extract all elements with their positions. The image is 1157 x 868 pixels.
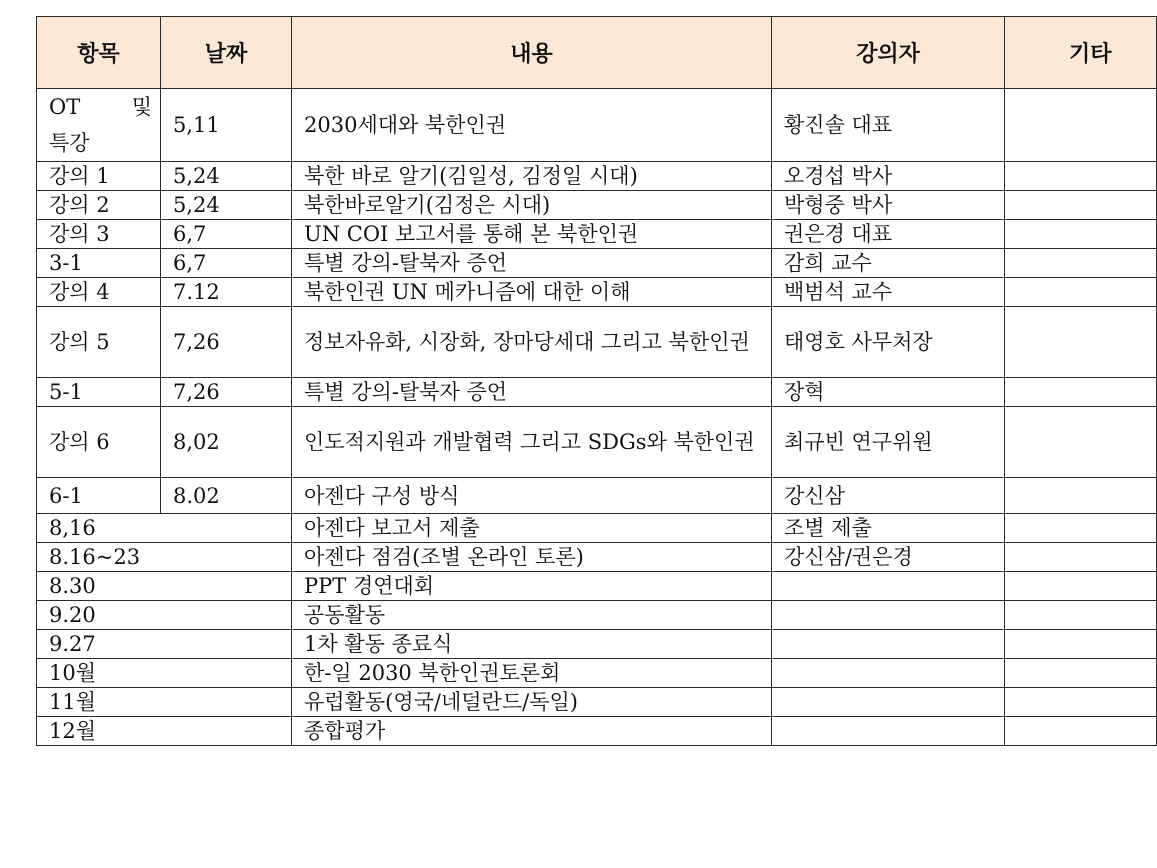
table-row [37, 514, 1157, 543]
table-row [37, 378, 1157, 407]
cell-note [1005, 278, 1157, 307]
cell-item-date: 12월 [37, 717, 292, 746]
cell-content: 특별 강의-탈북자 증언 [292, 378, 772, 407]
cell-item: 3-1 [37, 249, 161, 278]
cell-note [1005, 191, 1157, 220]
cell-note [1005, 220, 1157, 249]
cell-note [1005, 717, 1157, 746]
header-note: 기타 [1005, 17, 1157, 89]
cell-item: 강의 5 [37, 307, 161, 378]
cell-lecturer [772, 688, 1005, 717]
table-row [37, 478, 1157, 514]
cell-date: 5,11 [161, 89, 292, 162]
cell-note [1005, 601, 1157, 630]
cell-date: 5,24 [161, 162, 292, 191]
cell-item: 강의 2 [37, 191, 161, 220]
header-date: 날짜 [161, 17, 292, 89]
cell-content: 유럽활동(영국/네덜란드/독일) [292, 688, 772, 717]
cell-lecturer: 강신삼/권은경 [772, 543, 1005, 572]
cell-item-date: 8.16~23 [37, 543, 292, 572]
cell-lecturer: 황진솔 대표 [772, 89, 1005, 162]
cell-lecturer: 백범석 교수 [772, 278, 1005, 307]
cell-item-date: 8,16 [37, 514, 292, 543]
cell-item-date: 9.27 [37, 630, 292, 659]
cell-lecturer: 최규빈 연구위원 [772, 407, 1005, 478]
cell-date: 5,24 [161, 191, 292, 220]
table-row [37, 278, 1157, 307]
cell-note [1005, 688, 1157, 717]
cell-date: 7,26 [161, 307, 292, 378]
cell-content: UN COI 보고서를 통해 본 북한인권 [292, 220, 772, 249]
cell-item: 5-1 [37, 378, 161, 407]
table-row [37, 601, 1157, 630]
cell-note [1005, 478, 1157, 514]
schedule-table-container [36, 16, 1112, 846]
cell-content: 북한 바로 알기(김일성, 김정일 시대) [292, 162, 772, 191]
table-row [37, 572, 1157, 601]
cell-note [1005, 89, 1157, 162]
cell-content: 특별 강의-탈북자 증언 [292, 249, 772, 278]
header-content: 내용 [292, 17, 772, 89]
cell-note [1005, 162, 1157, 191]
cell-item: 강의 6 [37, 407, 161, 478]
cell-item: 강의 3 [37, 220, 161, 249]
cell-content: 북한인권 UN 메카니즘에 대한 이해 [292, 278, 772, 307]
header-lecturer: 강의자 [772, 17, 1005, 89]
cell-date: 7,26 [161, 378, 292, 407]
cell-lecturer [772, 601, 1005, 630]
cell-item-date: 10월 [37, 659, 292, 688]
table-body [37, 89, 1157, 746]
cell-lecturer [772, 659, 1005, 688]
cell-content: 한-일 2030 북한인권토론회 [292, 659, 772, 688]
cell-note [1005, 407, 1157, 478]
table-row [37, 659, 1157, 688]
cell-note [1005, 630, 1157, 659]
cell-item-date: 9.20 [37, 601, 292, 630]
table-row [37, 543, 1157, 572]
cell-note [1005, 543, 1157, 572]
cell-item: 강의 1 [37, 162, 161, 191]
cell-date: 6,7 [161, 249, 292, 278]
table-row [37, 162, 1157, 191]
cell-item-word: 및 [131, 95, 152, 119]
header-item: 항목 [37, 17, 161, 89]
cell-lecturer: 장혁 [772, 378, 1005, 407]
cell-item [37, 89, 161, 162]
table-row [37, 307, 1157, 378]
cell-lecturer: 태영호 사무처장 [772, 307, 1005, 378]
cell-content: 인도적지원과 개발협력 그리고 SDGs와 북한인권 [292, 407, 772, 478]
table-row [37, 630, 1157, 659]
cell-lecturer [772, 717, 1005, 746]
schedule-table [36, 16, 1157, 746]
cell-content: 1차 활동 종료식 [292, 630, 772, 659]
cell-content: 아젠다 구성 방식 [292, 478, 772, 514]
table-row [37, 191, 1157, 220]
table-row [37, 688, 1157, 717]
cell-item-line1 [49, 89, 152, 125]
table-row [37, 220, 1157, 249]
table-row [37, 249, 1157, 278]
cell-lecturer: 박형중 박사 [772, 191, 1005, 220]
cell-note [1005, 659, 1157, 688]
cell-lecturer: 강신삼 [772, 478, 1005, 514]
cell-lecturer: 오경섭 박사 [772, 162, 1005, 191]
table-row [37, 717, 1157, 746]
cell-lecturer: 조별 제출 [772, 514, 1005, 543]
cell-date: 6,7 [161, 220, 292, 249]
cell-date: 8.02 [161, 478, 292, 514]
cell-lecturer: 감희 교수 [772, 249, 1005, 278]
cell-content: 아젠다 점검(조별 온라인 토론) [292, 543, 772, 572]
cell-item-word: OT [49, 95, 81, 119]
cell-content: 북한바로알기(김정은 시대) [292, 191, 772, 220]
cell-note [1005, 378, 1157, 407]
cell-item-date: 8.30 [37, 572, 292, 601]
cell-lecturer [772, 572, 1005, 601]
table-header [37, 17, 1157, 89]
cell-note [1005, 249, 1157, 278]
cell-lecturer [772, 630, 1005, 659]
cell-lecturer: 권은경 대표 [772, 220, 1005, 249]
cell-item-line2: 특강 [49, 131, 90, 155]
cell-content: 2030세대와 북한인권 [292, 89, 772, 162]
cell-date: 7.12 [161, 278, 292, 307]
cell-content: 공동활동 [292, 601, 772, 630]
cell-content: PPT 경연대회 [292, 572, 772, 601]
cell-item-date: 11월 [37, 688, 292, 717]
cell-note [1005, 514, 1157, 543]
cell-content: 종합평가 [292, 717, 772, 746]
cell-date: 8,02 [161, 407, 292, 478]
table-row [37, 89, 1157, 162]
cell-item: 강의 4 [37, 278, 161, 307]
cell-item: 6-1 [37, 478, 161, 514]
cell-content: 정보자유화, 시장화, 장마당세대 그리고 북한인권 [292, 307, 772, 378]
cell-note [1005, 307, 1157, 378]
cell-content: 아젠다 보고서 제출 [292, 514, 772, 543]
header-row [37, 17, 1157, 89]
cell-note [1005, 572, 1157, 601]
table-row [37, 407, 1157, 478]
